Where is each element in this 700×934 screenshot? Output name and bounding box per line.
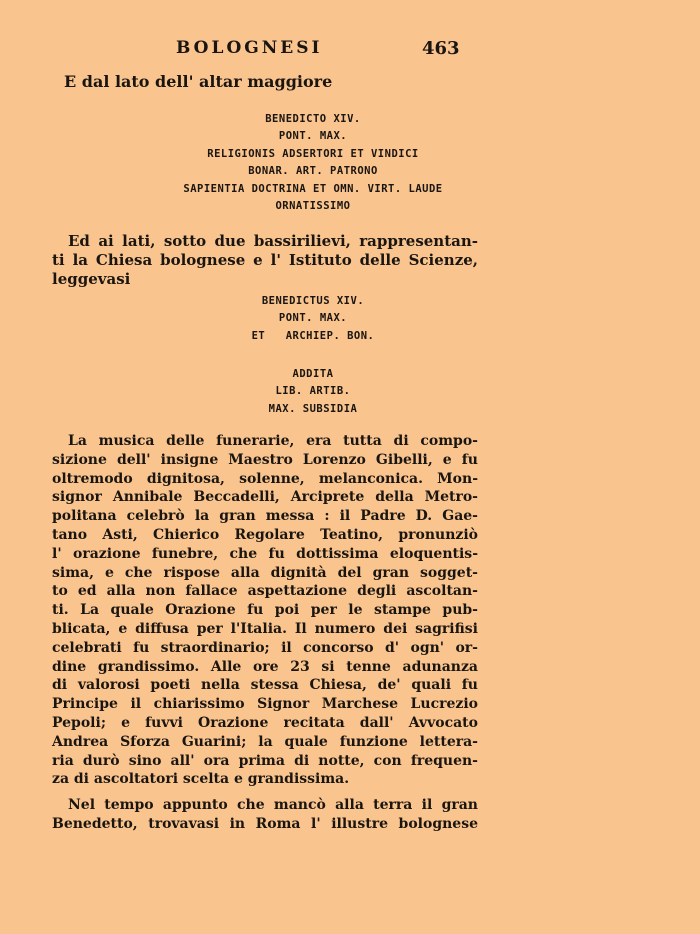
text-line: politana celebrò la gran messa : il Padre D. Gae-: [52, 508, 478, 525]
text-line: celebrati fu straordinario; il concorso d' ogn' or-: [52, 639, 478, 656]
text-line: blicata, e diffusa per l'Italia. Il numero dei sagrifisi: [52, 620, 478, 637]
text-line: signor Annibale Beccadelli, Arciprete della Metro-: [52, 489, 478, 506]
inscription-line: BENEDICTO XIV.: [265, 113, 361, 125]
inscription-line: PONT. MAX.: [278, 312, 348, 325]
inscription-line: PONT. MAX.: [278, 130, 348, 143]
text-line: Nel tempo appunto che mancò alla terra il gran: [68, 797, 478, 813]
text-line: sima, e che rispose alla dignità del gran sogget-: [52, 564, 478, 581]
text-line: Benedetto, trovavasi in Roma l' illustre bolognese: [52, 815, 478, 832]
inscription-line: SAPIENTIA DOCTRINA ET OMN. VIRT. LAUDE: [183, 182, 443, 195]
text-line: ria durò sino all' ora prima di notte, con frequen-: [52, 752, 478, 769]
inscription-line: LIB. ARTIB.: [275, 385, 351, 398]
text-line: to ed alla non fallace aspettazione degli ascoltan-: [52, 583, 478, 600]
inscription-line: ET ARCHIEP. BON.: [251, 329, 375, 342]
text-line: Pepoli; e fuvvi Orazione recitata dall' Avvocato: [52, 714, 478, 731]
inscription-line: ORNATISSIMO: [275, 200, 351, 213]
text-line: La musica delle funerarie, era tutta di compo-: [68, 433, 478, 449]
intro-line: E dal lato dell' altar maggiore: [64, 72, 333, 91]
running-head: BOLOGNESI: [176, 38, 323, 58]
inscription-line: MAX. SUBSIDIA: [268, 402, 358, 415]
paragraph-main: [52, 432, 478, 789]
text-line: sizione dell' insigne Maestro Lorenzo Gibelli, e fu: [52, 451, 478, 468]
text-line: Andrea Sforza Guarini; la quale funzione lettera-: [52, 733, 478, 750]
page-header: [0, 36, 700, 64]
inscription-right: [0, 366, 626, 418]
inscription-line: ADDITA: [292, 368, 334, 380]
text-line: di valorosi poeti nella stessa Chiesa, de' quali fu: [52, 677, 478, 694]
text-line: oltremodo dignitosa, solenne, melanconica. Mon-: [52, 470, 478, 487]
text-line: leggevasi: [52, 270, 131, 288]
text-line: Principe il chiarissimo Signor Marchese Lucrezio: [52, 696, 478, 713]
inscription-line: RELIGIONIS ADSERTORI ET VINDICI: [207, 147, 419, 160]
text-line: l' orazione funebre, che fu dottissima eloquentis-: [52, 545, 478, 562]
inscription-line: BENEDICTUS XIV.: [261, 295, 365, 307]
text-line: ti la Chiesa bolognese e l' Istituto delle Scienze,: [52, 251, 478, 269]
paragraph-sides: [52, 232, 478, 289]
paragraph-final: [52, 796, 478, 834]
text-line: dine grandissimo. Alle ore 23 si tenne adunanza: [52, 658, 478, 675]
inscription-line: BONAR. ART. PATRONO: [248, 165, 378, 178]
text-line: Ed ai lati, sotto due bassirilievi, rappresentan-: [68, 232, 478, 250]
text-line: za di ascoltatori scelta e grandissima.: [52, 771, 350, 788]
inscription-left: [0, 293, 626, 345]
text-line: ti. La quale Orazione fu poi per le stampe pub-: [52, 602, 478, 619]
text-line: tano Asti, Chierico Regolare Teatino, pronunziò: [52, 526, 478, 543]
inscription-main: [0, 111, 626, 215]
page-number: 463: [422, 38, 460, 59]
